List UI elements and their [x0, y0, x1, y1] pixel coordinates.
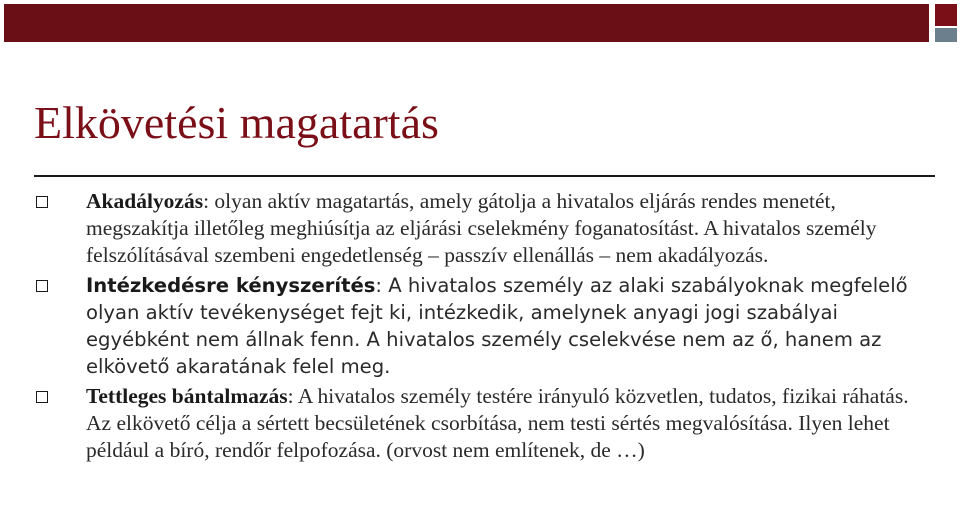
hollow-square-bullet-icon	[36, 280, 48, 292]
bullet-text: : A hivatalos személy az alaki szabályoknak megfelelő olyan aktív tevékenységet fejt ki, intézkedik, amelynek anyagi jogi szabályai egyébként nem állnak fenn. A hivatalos személy cselekvése nem az ő, hanem az elkövető akaratának felel meg.	[86, 274, 908, 378]
list-item	[0, 272, 960, 380]
bullet-text: : A hivatalos személy testére irányuló közvetlen, tudatos, fizikai ráhatás. Az elkövető célja a sértett becsületének csorbítása, nem testi sértés megvalósítása. Ilyen lehet például a bíró, rendőr felpofozása. (orvost nem említenek, de …)	[86, 384, 909, 462]
bullet-list	[0, 188, 960, 467]
bullet-text: : olyan aktív magatartás, amely gátolja a hivatalos eljárás rendes menetét, megszakítja illetőleg meghiúsítja az eljárási cselekmény foganatosítást. A hivatalos személy felszólításával szembeni engedetlenség – passzív ellenállás – nem akadályozás.	[86, 189, 877, 267]
bullet-term: Akadályozás	[86, 189, 204, 213]
hollow-square-bullet-icon	[36, 391, 48, 403]
bullet-term: Tettleges bántalmazás	[86, 384, 288, 408]
corner-gray-square	[935, 28, 957, 42]
title-divider	[34, 175, 935, 177]
slide-title: Elkövetési magatartás	[34, 97, 439, 148]
bullet-term: Intézkedésre kényszerítés	[86, 274, 376, 297]
top-banner-bar	[4, 4, 929, 42]
hollow-square-bullet-icon	[36, 196, 48, 208]
corner-accent-square	[935, 4, 957, 26]
list-item	[0, 383, 960, 464]
list-item	[0, 188, 960, 269]
